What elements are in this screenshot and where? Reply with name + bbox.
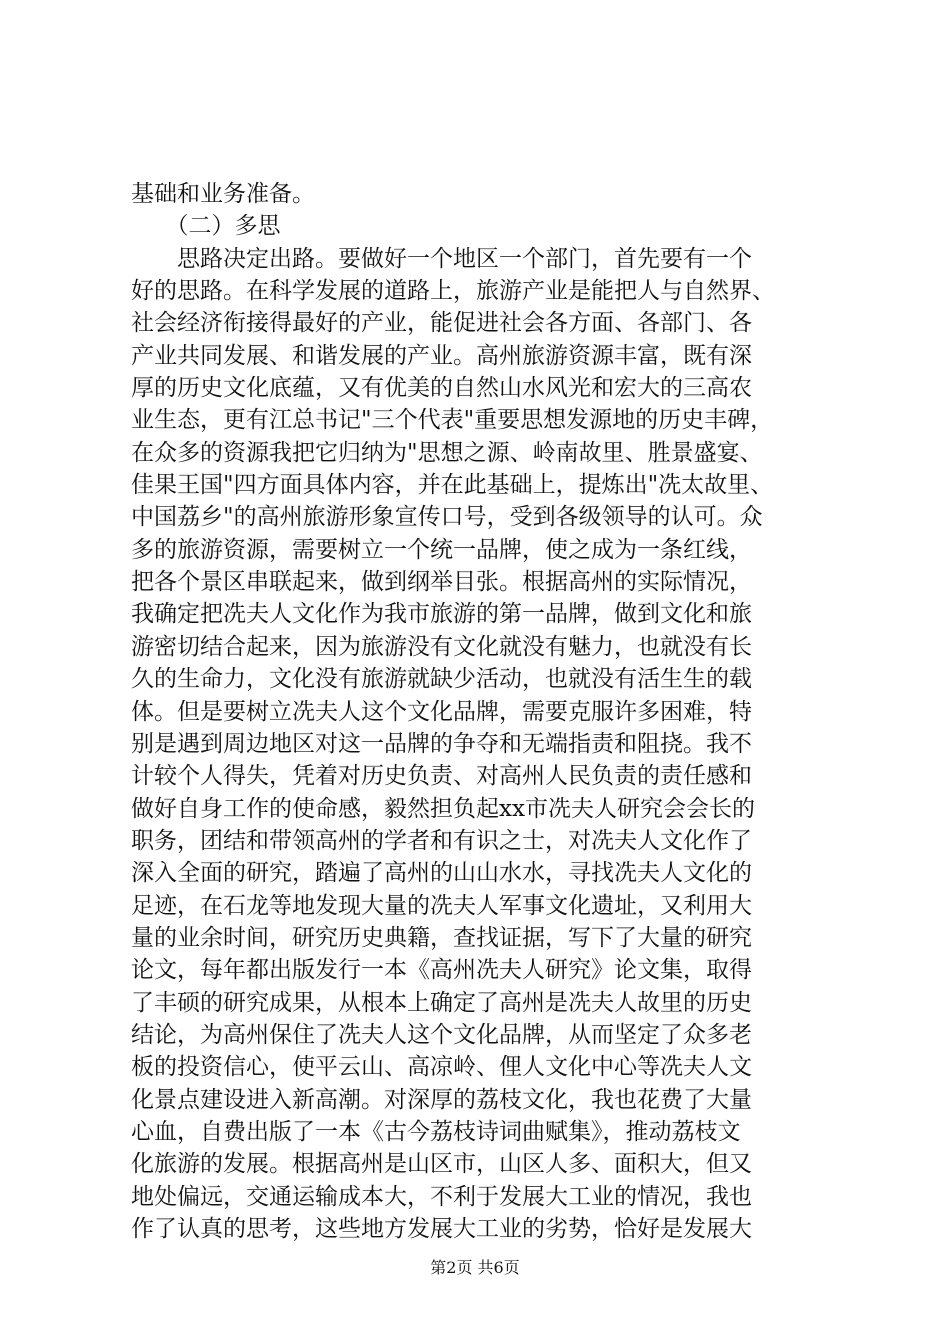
text-line: 了丰硕的研究成果，从根本上确定了高州是冼夫人故里的历史 bbox=[131, 989, 752, 1016]
text-line: 佳果王国"四方面具体内容，并在此基础上，提炼出"冼太故里、 bbox=[131, 472, 774, 499]
text-line: 多的旅游资源，需要树立一个统一品牌，使之成为一条红线， bbox=[131, 536, 752, 563]
text-line: 基础和业务准备。 bbox=[131, 181, 315, 207]
text-line: 地处偏远，交通运输成本大，不利于发展大工业的情况，我也 bbox=[131, 1183, 752, 1210]
text-line: 别是遇到周边地区对这一品牌的争夺和无端指责和阻挠。我不 bbox=[131, 730, 752, 757]
text-line: 社会经济衔接得最好的产业，能促进社会各方面、各部门、各 bbox=[131, 310, 752, 337]
text-line: 久的生命力，文化没有旅游就缺少活动，也就没有活生生的载 bbox=[131, 666, 752, 693]
body-text bbox=[131, 178, 831, 1245]
text-line: 论文，每年都出版发行一本《高州冼夫人研究》论文集，取得 bbox=[131, 957, 752, 984]
text-line: 结论，为高州保住了冼夫人这个文化品牌，从而坚定了众多老 bbox=[131, 1021, 752, 1048]
section-heading: （二）多思 bbox=[131, 213, 281, 240]
text-line: 职务，团结和带领高州的学者和有识之士，对冼夫人文化作了 bbox=[131, 827, 752, 854]
text-line: 游密切结合起来，因为旅游没有文化就没有魅力，也就没有长 bbox=[131, 633, 752, 660]
text-line: 化景点建设进入新高潮。对深厚的荔枝文化，我也花费了大量 bbox=[131, 1086, 752, 1113]
page-footer: 第2页 共6页 bbox=[430, 1258, 520, 1277]
text-line: 厚的历史文化底蕴，又有优美的自然山水风光和宏大的三高农 bbox=[131, 375, 752, 402]
text-line: 体。但是要树立冼夫人这个文化品牌，需要克服许多困难，特 bbox=[131, 698, 752, 725]
text-line: 作了认真的思考，这些地方发展大工业的劣势，恰好是发展大 bbox=[131, 1216, 752, 1242]
text-line: 做好自身工作的使命感，毅然担负起xx市冼夫人研究会会长的 bbox=[131, 795, 755, 822]
text-line: 在众多的资源我把它归纳为"思想之源、岭南故里、胜景盛宴、 bbox=[131, 439, 763, 466]
text-line: 板的投资信心，使平云山、高凉岭、俚人文化中心等冼夫人文 bbox=[131, 1054, 752, 1081]
text-line: 思路决定出路。要做好一个地区一个部门，首先要有一个 bbox=[131, 245, 752, 272]
text-line: 产业共同发展、和谐发展的产业。高州旅游资源丰富，既有深 bbox=[131, 342, 752, 369]
text-line: 量的业余时间，研究历史典籍，查找证据，写下了大量的研究 bbox=[131, 924, 752, 951]
text-line: 化旅游的发展。根据高州是山区市，山区人多、面积大，但又 bbox=[131, 1151, 752, 1178]
text-line: 好的思路。在科学发展的道路上，旅游产业是能把人与自然界、 bbox=[131, 278, 775, 305]
text-line: 把各个景区串联起来，做到纲举目张。根据高州的实际情况， bbox=[131, 569, 752, 596]
text-line: 深入全面的研究，踏遍了高州的山山水水，寻找冼夫人文化的 bbox=[131, 860, 752, 887]
text-line: 业生态，更有江总书记"三个代表"重要思想发源地的历史丰碑， bbox=[131, 407, 774, 434]
text-line: 足迹，在石龙等地发现大量的冼夫人军事文化遗址，又利用大 bbox=[131, 892, 752, 919]
text-line: 计较个人得失，凭着对历史负责、对高州人民负责的责任感和 bbox=[131, 763, 752, 790]
text-line: 中国荔乡"的高州旅游形象宣传口号，受到各级领导的认可。众 bbox=[131, 504, 763, 531]
text-line: 心血，自费出版了一本《古今荔枝诗词曲赋集》，推动荔枝文 bbox=[131, 1118, 741, 1145]
text-line: 我确定把冼夫人文化作为我市旅游的第一品牌，做到文化和旅 bbox=[131, 601, 752, 628]
